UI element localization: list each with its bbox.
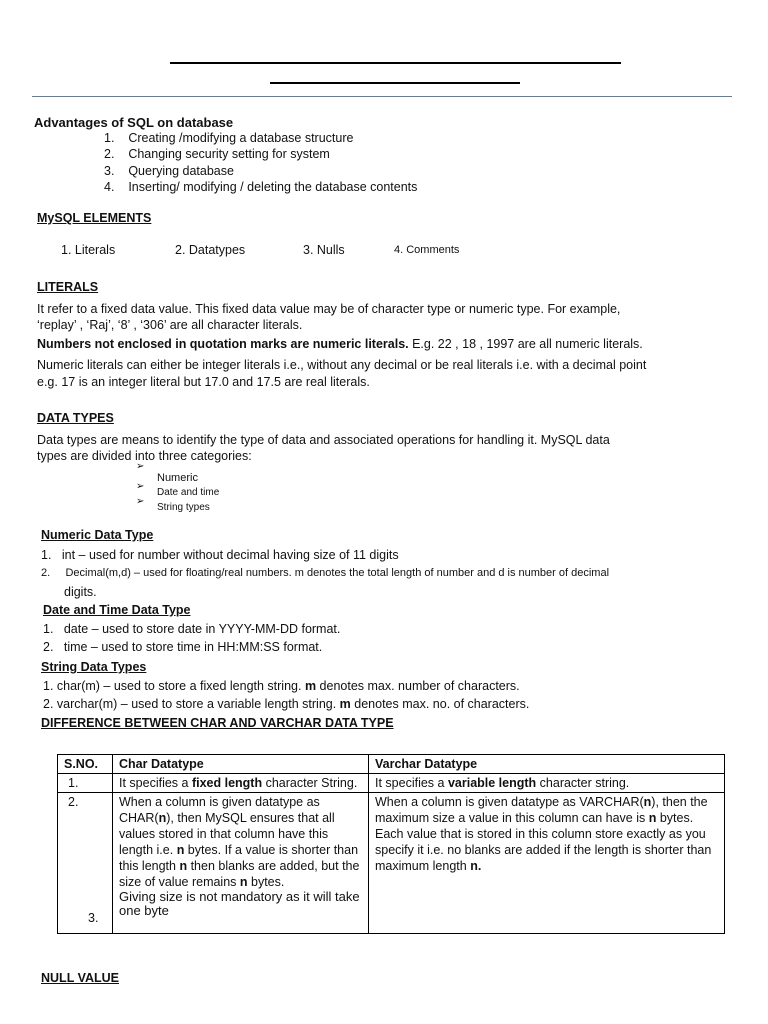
- advantage-item: 2. Changing security setting for system: [104, 147, 330, 161]
- literals-heading: LITERALS: [37, 280, 99, 294]
- difference-heading: DIFFERENCE BETWEEN CHAR AND VARCHAR DATA TYPE: [41, 716, 394, 730]
- table-header-row: [58, 755, 725, 774]
- literals-numeric-text: Numbers not enclosed in quotation marks are numeric literals. E.g. 22 , 18 , 1997 are all numeric literals.: [37, 337, 643, 351]
- header-rule-bottom: [270, 82, 520, 84]
- literals-text: It refer to a fixed data value. This fixed data value may be of character type or numeric type. For example,: [37, 302, 621, 316]
- row-varchar-cell: It specifies a variable length character string.: [369, 774, 725, 793]
- element-item: 1. Literals: [61, 243, 116, 257]
- datatypes-heading: DATA TYPES: [37, 411, 114, 425]
- char-size-note: Giving size is not mandatory as it will take one byte: [119, 889, 360, 918]
- row-varchar-cell: When a column is given datatype as VARCHAR(n), then the maximum size a value in this column can have is n bytes. Each value that is stored in this column store exactly as you specify it i.e. no blanks are added if the length is shorter than maximum length n.: [369, 793, 725, 934]
- advantage-item: 4. Inserting/ modifying / deleting the database contents: [104, 180, 418, 194]
- literals-text: e.g. 17 is an integer literal but 17.0 and 17.5 are real literals.: [37, 375, 370, 389]
- string-item: 2. varchar(m) – used to store a variable length string. m denotes max. no. of characters.: [43, 697, 530, 711]
- row-char-cell: It specifies a fixed length character String.: [113, 774, 369, 793]
- datatypes-text: Data types are means to identify the type of data and associated operations for handling it. MySQL data: [37, 433, 610, 447]
- row-sno: 2. 3.: [58, 793, 113, 934]
- row-sno-3: 3.: [88, 911, 99, 925]
- numeric-item: 1. int – used for number without decimal having size of 11 digits: [41, 548, 399, 562]
- arrow-bullet-icon: ➢: [136, 496, 145, 507]
- element-item: 3. Nulls: [303, 243, 345, 257]
- arrow-bullet-icon: ➢: [136, 461, 145, 472]
- row-sno: 1.: [58, 774, 113, 793]
- datetime-item: 2. time – used to store time in HH:MM:SS format.: [43, 640, 323, 654]
- row-char-cell: [113, 793, 369, 934]
- header-divider: [32, 96, 732, 97]
- literals-text: ‘replay’ , ‘Raj’, ‘8’ , ‘306’ are all character literals.: [37, 318, 303, 332]
- header-char: Char Datatype: [113, 755, 369, 774]
- header-sno: S.NO.: [58, 755, 113, 774]
- header-varchar: Varchar Datatype: [369, 755, 725, 774]
- arrow-bullet-icon: ➢: [136, 481, 145, 492]
- numeric-item: 2. Decimal(m,d) – used for floating/real numbers. m denotes the total length of number and d is number of decimal: [41, 567, 610, 579]
- header-rule-top: [170, 62, 621, 64]
- datetime-heading: Date and Time Data Type: [43, 603, 191, 617]
- datetime-item: 1. date – used to store date in YYYY-MM-DD format.: [43, 622, 341, 636]
- element-item: 4. Comments: [394, 244, 460, 256]
- string-item: 1. char(m) – used to store a fixed length string. m denotes max. number of characters.: [43, 679, 520, 693]
- category-item: Date and time: [157, 487, 220, 498]
- advantage-item: 1. Creating /modifying a database structure: [104, 131, 354, 145]
- null-heading: NULL VALUE: [41, 971, 120, 985]
- table-row: [58, 793, 725, 934]
- category-item: String types: [157, 502, 210, 513]
- table-row: [58, 774, 725, 793]
- element-item: 2. Datatypes: [175, 243, 246, 257]
- elements-heading: MySQL ELEMENTS: [37, 211, 152, 225]
- literals-text: Numeric literals can either be integer literals i.e., without any decimal or be real literals i.e. with a decimal point: [37, 358, 647, 372]
- difference-table: [57, 754, 725, 934]
- char-description: When a column is given datatype as CHAR(n), then MySQL ensures that all values stored in that column have this length i.e. n bytes. If a value is shorter than this length n then blanks are added, but the size of value remains n bytes.: [119, 795, 360, 889]
- category-item: Numeric: [157, 472, 198, 484]
- advantages-heading: Advantages of SQL on database: [34, 115, 234, 130]
- datatypes-text: types are divided into three categories:: [37, 449, 252, 463]
- numeric-item-cont: digits.: [64, 585, 97, 599]
- string-heading: String Data Types: [41, 660, 147, 674]
- advantage-item: 3. Querying database: [104, 164, 234, 178]
- numeric-heading: Numeric Data Type: [41, 528, 154, 542]
